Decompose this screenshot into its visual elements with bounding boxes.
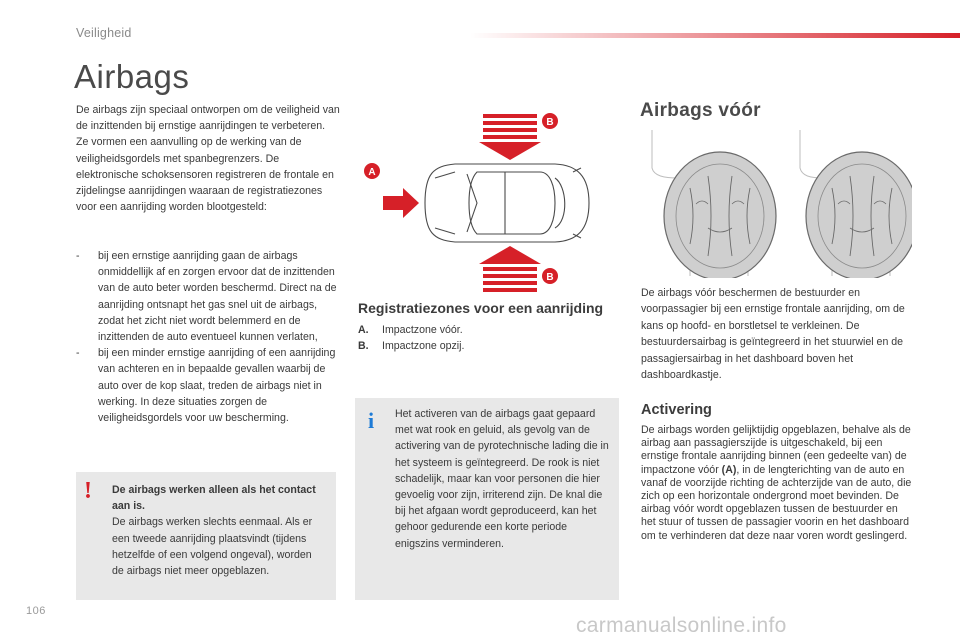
activation-title: Activering (641, 402, 712, 418)
warning-icon: ! (84, 478, 92, 504)
impact-letter: A. (358, 324, 369, 336)
impact-letter: B. (358, 340, 369, 353)
bullet-list (76, 248, 340, 426)
impact-text: Impactzone opzij. (382, 340, 465, 353)
bullet-dash: - (76, 250, 80, 262)
zone-b-bottom-label: B (546, 272, 554, 283)
watermark: carmanualsonline.info (576, 614, 787, 637)
bullet-dash: - (76, 347, 80, 360)
section-label: Veiligheid (76, 26, 132, 40)
intro-paragraph: De airbags zijn speciaal ontworpen om de veiligheid van de inzittenden bij ernstige aanrijdingen te verbeteren. Ze vormen een aanvulling op de werking van de veiligheidsgordels met spanbegrenzers. De elektronische schoksensoren registreren de frontale en zijdelingse aanrijdingen waaraan de registratiezones voor een aanrijding worden blootgesteld: (76, 104, 340, 214)
impact-text: Impactzone vóór. (382, 324, 463, 336)
activation-zone-ref: (A) (721, 463, 737, 476)
front-airbags-illustration (650, 128, 912, 278)
zone-a-label: A (368, 167, 376, 178)
zone-b-bottom-arrows (479, 246, 541, 292)
zone-a-arrow (383, 188, 419, 218)
warning-title: De airbags werken alleen als het contact aan is. (112, 484, 316, 513)
page-number: 106 (26, 605, 46, 617)
info-box (355, 398, 619, 600)
list-item (358, 338, 618, 354)
bullet-text: bij een ernstige aanrijding gaan de airbags onmiddellijk af en zorgen ervoor dat de inzittenden van de auto beter worden beschermd. Direct na de aanrijding ontsnapt het gas snel uit de airbags, zodat het zicht niet wordt belemmerd en de inzittenden de auto eventueel kunnen verlaten, (98, 250, 337, 344)
page-title: Airbags (74, 58, 190, 95)
zone-b-top-label: B (546, 117, 554, 128)
list-item (76, 345, 340, 426)
driver-airbag (664, 152, 776, 278)
front-airbags-description: De airbags vóór beschermen de bestuurder en voorpassagier bij een ernstige frontale aanrijding, om de kans op hoofd- en borstletsel te verkleinen. De bestuurdersairbag is geïntegreerd in het stuurwiel en de passagiersairbag in het dashboard boven het dashboardkastje. (641, 287, 905, 382)
impact-list (358, 322, 618, 355)
passenger-airbag (806, 152, 912, 278)
registration-title: Registratiezones voor een aanrijding (358, 300, 604, 316)
list-item (76, 248, 340, 345)
info-text: Het activeren van de airbags gaat gepaard met wat rook en geluid, als gevolg van de activering van de pyrotechnische lading die in het systeem is geïntegreerd. De rook is niet schadelijk, maar kan voor personen die hier gevoelig voor zijn, irriterend zijn. De knal die bij het afgaan wordt geproduceerd, kan het gehoor gedurende een korte periode enigszins verminderen. (395, 408, 609, 550)
info-icon: i (368, 408, 375, 433)
activation-text-start: De airbags worden gelijktijdig opgeblazen, behalve als de airbag aan passagierszijde is uitgeschakeld, bij een ernstige frontale aanrijding binnen (een gedeelte van) de impactzone vóór (641, 424, 911, 476)
front-airbags-title: Airbags vóór (640, 100, 761, 121)
impact-zones-diagram (355, 108, 605, 298)
bullet-text: bij een minder ernstige aanrijding of een aanrijding van achteren en in bepaalde gevallen waarbij de auto over de kop slaat, treden de airbags niet in werking. In deze situaties zorgen de veiligheidsgordels voor uw bescherming. (98, 347, 336, 425)
warning-box (76, 472, 336, 600)
activation-text-end: , in de lengterichting van de auto en vanaf de voorzijde richting de achterzijde van de auto, die zich op een horizontale ondergrond moet bevinden. De airbag vóór wordt opgeblazen tussen de bestuurder en het stuur of tussen de passagier voorin en het dashboard om te verhinderen dat deze naar voren wordt geslingerd. (641, 463, 912, 542)
zone-b-top-arrows (479, 114, 541, 160)
list-item (358, 322, 618, 338)
car-top-view (425, 164, 589, 242)
header-accent-bar (470, 33, 960, 38)
activation-text (641, 424, 913, 543)
warning-text: De airbags werken slechts eenmaal. Als er een tweede aanrijding plaatsvindt (tijdens hetzelfde of een volgend ongeval), worden de airbags niet meer opgeblazen. (112, 516, 313, 578)
